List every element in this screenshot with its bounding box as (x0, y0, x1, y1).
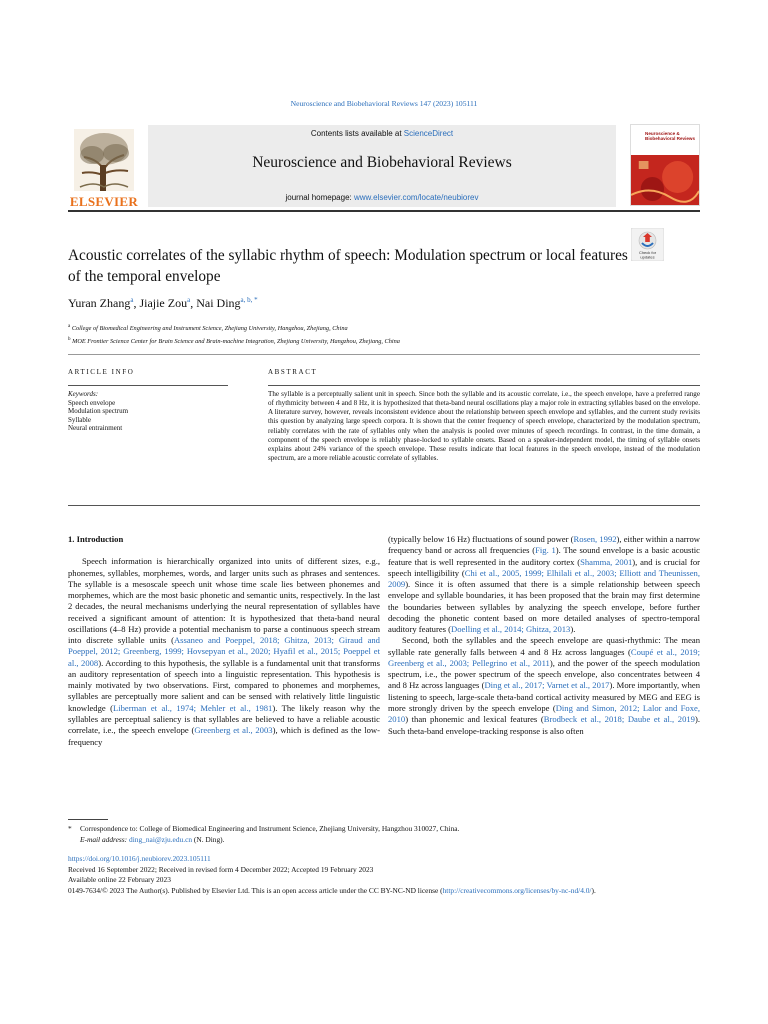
journal-cover-thumbnail[interactable] (630, 124, 700, 206)
affiliation (68, 334, 708, 347)
body-text: (typically below 16 Hz) fluctuations of sound power ( (388, 534, 574, 544)
affiliation-mark: b (68, 337, 71, 343)
contents-line (148, 129, 616, 138)
body-text: Speech information is hierarchically organized into units of different sizes, e.g., phonemes, syllables, morphemes, words, and larger units such as phrases and sentences. The syllable is a mesoscale speech unit whose time scale lies between phonemes and morphemes, which are the most basic phonetic and semantic units, respectively. In the last 2 decades, the neural mechanisms underlying the neural representation of syllables have received a significant amount of attention: It is hypothesized that theta-band neural oscillations (4–8 Hz) provide a potential mechanism to parse a continuous speech stream into discrete syllable units ( (68, 556, 380, 646)
affiliations (68, 321, 708, 347)
journal-title: Neuroscience and Biobehavioral Reviews (252, 154, 512, 171)
check-for-updates-icon[interactable] (631, 228, 664, 261)
abstract-heading: ABSTRACT (268, 368, 318, 376)
license-suffix: ). (591, 885, 596, 895)
body-text: ). Since it is often assumed that there is a simple relationship between speech envelope and syllable boundaries, it has been proposed that the brain may first determine the boundaries between syllables by analyzing the speech envelope, before further decoding the phonetic content based on more detailed analyses of spectro-temporal auditory features ( (388, 579, 700, 635)
email-suffix: (N. Ding). (192, 834, 225, 844)
license-line (68, 886, 700, 897)
email-line (68, 835, 700, 846)
publication-info (68, 854, 700, 896)
footnote-rule (68, 819, 108, 820)
abstract-rule-bottom (68, 505, 700, 506)
available-online: Available online 22 February 2023 (68, 875, 171, 884)
body-column-right (388, 534, 700, 737)
citation-link[interactable]: Greenberg et al., 2003 (194, 725, 273, 736)
masthead-box (148, 125, 616, 207)
citation-link[interactable]: Chi et al., 2005, 1999; Elhilali et al., 2003; Elliott and Theunissen, 2009 (388, 567, 700, 590)
citation-link[interactable]: Coupé et al., 2019; Greenberg et al., 2003; Pellegrino et al., 2011 (388, 646, 700, 668)
body-paragraph (388, 534, 700, 635)
citation-link[interactable]: Brodbeck et al., 2018; Daube et al., 2019 (543, 714, 695, 725)
body-text: ). More importantly, when listening to speech, large-scale theta-band cortical activity measured by MEG and EEG is more strongly driven by the speech envelope ( (388, 680, 700, 713)
keyword: Modulation spectrum (68, 407, 129, 416)
author-affiliation-mark[interactable]: a (187, 296, 191, 304)
elsevier-wordmark: ELSEVIER (69, 194, 139, 209)
elsevier-logo[interactable] (68, 129, 140, 207)
footnote-mark: * (68, 824, 72, 833)
section-heading: 1. Introduction (68, 534, 124, 544)
doi-link[interactable]: https://doi.org/10.1016/j.neubiorev.2023.105111 (68, 854, 211, 863)
keyword: Syllable (68, 415, 91, 424)
article-info-heading: ARTICLE INFO (68, 368, 135, 376)
journal-masthead (68, 125, 616, 207)
contents-prefix: Contents lists available at (310, 129, 404, 138)
cover-title: Neuroscience & Biobehavioral Reviews (645, 131, 696, 141)
citation-link[interactable]: Doelling et al., 2014; Ghitza, 2013 (451, 624, 571, 635)
author-affiliation-mark[interactable]: a (130, 296, 134, 304)
homepage-line (148, 193, 616, 202)
body-text: ), which is defined as the low-frequency (68, 725, 380, 747)
body-text: ). The likely reason why the syllables are perceptual saliency is that syllables are believed to have a reliable acoustic correlate, i.e., the speech envelope ( (68, 702, 380, 736)
body-text: ). Such theta-band envelope-tracking response is also often (388, 714, 700, 736)
sciencedirect-link[interactable]: ScienceDirect (403, 129, 454, 138)
email-label: E-mail address: (80, 834, 128, 844)
body-paragraph (388, 635, 700, 736)
masthead-rule (68, 210, 700, 212)
body-text: ). The sound envelope is a basic acoustic feature that is well represented in the auditory cortex ( (388, 545, 700, 567)
citation-link[interactable]: Ding et al., 2017; Varnet et al., 2017 (484, 680, 610, 691)
crossmark-label-line2: updates (640, 254, 655, 260)
correspondence-text: Correspondence to: College of Biomedical Engineering and Instrument Science, Zhejiang University, Hangzhou 310027, China. (80, 824, 460, 833)
received-dates: Received 16 September 2022; Received in revised form 4 December 2022; Accepted 19 February 2023 (68, 864, 374, 874)
keywords-label: Keywords: (68, 390, 99, 398)
author-name[interactable]: Jiajie Zou (139, 296, 188, 310)
elsevier-tree-icon (74, 129, 134, 191)
keyword: Speech envelope (68, 398, 116, 407)
license-link[interactable]: http://creativecommons.org/licenses/by-nc-nd/4.0/ (442, 885, 592, 895)
affiliation-mark: a (68, 324, 71, 329)
author-name[interactable]: Nai Ding (196, 296, 241, 310)
author-affiliation-mark[interactable]: a, b, * (240, 296, 258, 304)
abstract-text: The syllable is a perceptually salient unit in speech. Since both the syllable and its acoustic correlate, i.e., the speech envelope, have a preferred range of rhythmicity between 4 and 8 Hz, it is hypothesized that theta-band neural oscillations play a major role in extracting syllables based on the envelope. A literature survey, however, reveals inconsistent evidence about the relationship between speech envelope and syllables, and the current study revisits this question by analyzing large speech corpora. It is shown that the center frequency of speech envelope, characterized by the modulation spectrum, reliably correlates with the rate of syllables only when the analysis is pooled over minutes of speech recordings. In contrast, in the time domain, a component of the speech envelope is reliably phase-locked to syllable onsets. Based on a speaker-independent model, the timing of syllable onsets explains about 24% variance of the speech envelope. These results indicate that local features in the speech envelope, instead of the modulation spectrum, are a more reliable acoustic correlate of syllables. (268, 390, 700, 463)
citation-link[interactable]: Ding and Simon, 2012; Lalor and Foxe, 2010 (388, 702, 700, 725)
cover-title-band (631, 125, 699, 155)
author-list: Yuran Zhang$^a$, Jiajie Zou$^a$, Nai Ding$^{a, b, *}$ (68, 296, 258, 310)
body-paragraph (68, 556, 380, 748)
author-name[interactable]: Yuran Zhang (68, 296, 131, 310)
body-text: ), and is crucial for speech intelligibility ( (388, 556, 700, 578)
body-text: ). According to this hypothesis, the syllable is a fundamental unit that transforms an auditory representation of speech into a linguistic representation. This hypothesis is mainly motivated by two observations. First, compared to phonemes and morphemes, syllables are perceptually more salient and can be sensed with relatively little linguistic knowledge ( (68, 657, 380, 713)
article-title: Acoustic correlates of the syllabic rhythm of speech: Modulation spectrum or local features of the temporal envelope (68, 247, 628, 285)
cover-art-image (631, 155, 699, 206)
body-text: ) than phonemic and lexical features ( (405, 714, 544, 725)
body-column-left (68, 534, 380, 748)
crossmark-label-line1: Check for (638, 250, 657, 255)
affiliation-rule (68, 354, 700, 355)
article-info-rule (68, 385, 228, 386)
body-text: ). (570, 624, 576, 635)
citation-link[interactable]: Liberman et al., 1974; Mehler et al., 1981 (113, 702, 273, 713)
abstract-rule-top (268, 385, 700, 386)
affiliation (68, 321, 708, 334)
citation-link[interactable]: Rosen, 1992 (573, 534, 617, 544)
affiliation-text: College of Biomedical Engineering and Instrument Science, Zhejiang University, Hangzhou, Zhejiang, China (71, 325, 348, 333)
license-text: 0149-7634/© 2023 The Author(s). Published by Elsevier Ltd. This is an open access article under the CC BY-NC-ND license ( (68, 885, 443, 895)
keywords-block (68, 390, 238, 433)
correspondence-line (68, 824, 700, 835)
correspondence-footnote (68, 824, 700, 845)
body-text: Second, both the syllables and the speech envelope are quasi-rhythmic: The mean syllable rate generally falls between 4 and 8 Hz across languages ( (388, 635, 700, 657)
homepage-prefix: journal homepage: (285, 193, 354, 202)
journal-reference[interactable]: Neuroscience and Biobehavioral Reviews 147 (2023) 105111 (290, 99, 478, 108)
body-text: ), and the power of the speech modulation spectrum, i.e., the power spectrum of the speech envelope, also concentrates between 4 and 8 Hz across languages ( (388, 657, 700, 691)
citation-link[interactable]: Fig. 1 (535, 545, 556, 556)
email-link[interactable]: ding_nai@zju.edu.cn (129, 834, 193, 844)
citation-link[interactable]: Shamma, 2001 (580, 556, 633, 567)
body-text: ), either within a narrow frequency band or across all frequencies ( (388, 534, 700, 556)
affiliation-text: MOE Frontier Science Center for Brain Science and Brain-machine Integration, Zhejiang University, Hangzhou, Zhejiang, China (72, 338, 400, 346)
citation-link[interactable]: Assaneo and Poeppel, 2018; Ghitza, 2013; Giraud and Poeppel, 2012; Greenberg, 1999; Hovsepyan et al., 2020; Hyafil et al., 2015; Poeppel et al., 2008 (68, 635, 380, 668)
keyword: Neural entrainment (68, 424, 123, 433)
journal-homepage-link[interactable]: www.elsevier.com/locate/neubiorev (353, 193, 479, 202)
